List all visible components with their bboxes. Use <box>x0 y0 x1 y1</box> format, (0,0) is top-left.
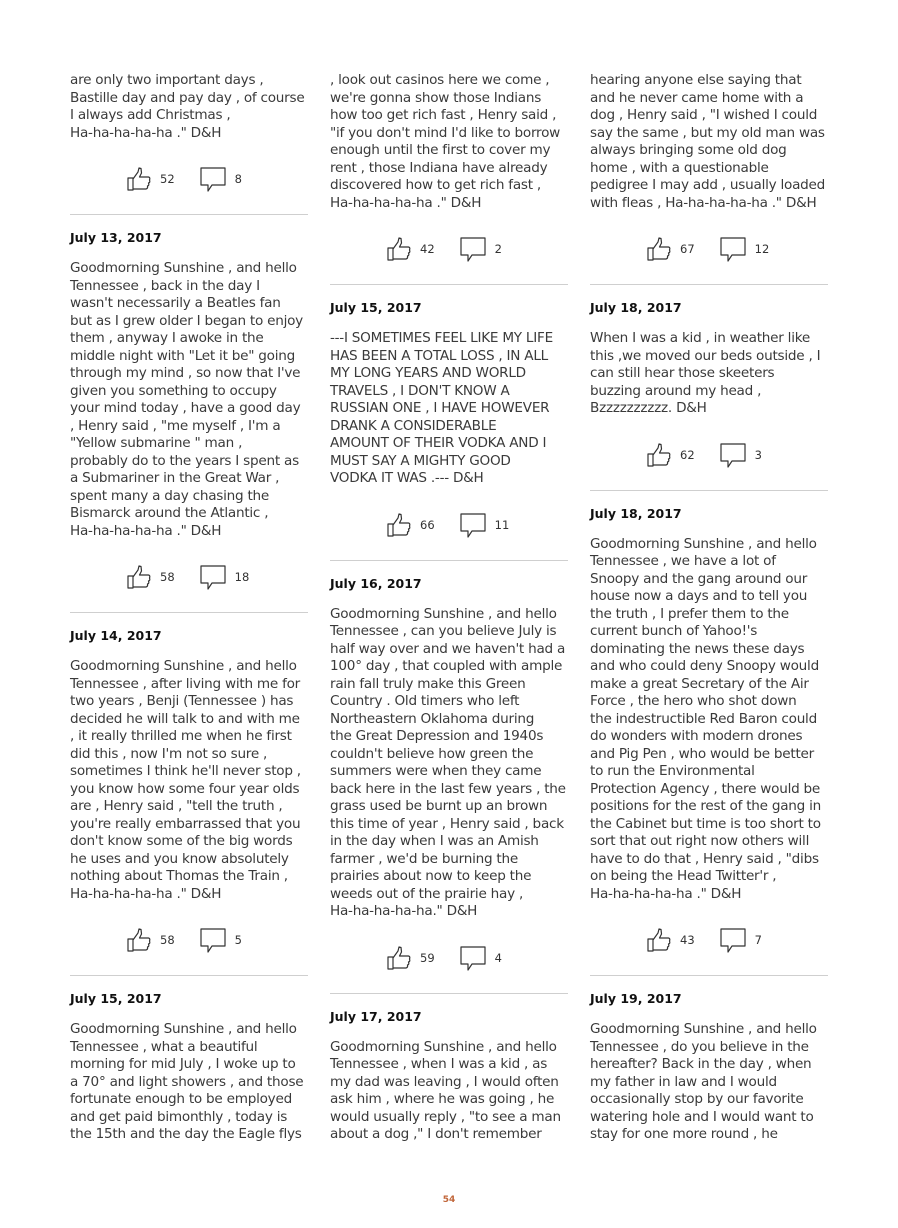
post-text: Goodmorning Sunshine , and hello Tennessee , what a beautiful morning for mid July , I woke up to a 70° and light showers , and those fortunate enough to be employed and get paid bimonthly , today is the 15th and the day the Eagle flys <box>70 1021 304 1142</box>
thumbs-up-icon <box>126 928 152 952</box>
like-count: 42 <box>420 242 435 256</box>
post-date: July 14, 2017 <box>70 628 162 643</box>
like-count: 52 <box>160 172 175 186</box>
like-button[interactable] <box>646 237 695 261</box>
divider <box>70 214 308 215</box>
post-text: Goodmorning Sunshine , and hello Tennessee , after living with me for two years , Benji (Tennessee ) has decided he will talk to and with me , it really thrilled me when he first did this , now I'm not so sure , sometimes I think he'll never stop , you know how some four year olds are , Henry said , "tell the truth , you're really embarrassed that you don't know some of the big words he uses and you know absolutely nothing about Thomas the Train , Ha-ha-ha-ha-ha ." D&H <box>70 658 301 902</box>
thumbs-up-icon <box>646 928 672 952</box>
thumbs-up-icon <box>126 565 152 589</box>
comment-icon <box>199 166 227 192</box>
post <box>590 506 828 977</box>
post-date: July 19, 2017 <box>590 991 682 1006</box>
post-text: are only two important days , Bastille day and pay day , of course I always add Christmas , Ha-ha-ha-ha-ha ." D&H <box>70 72 305 141</box>
post <box>590 991 828 1144</box>
divider <box>70 612 308 613</box>
comment-button[interactable] <box>459 512 510 538</box>
post-date: July 15, 2017 <box>330 300 422 315</box>
post-date: July 16, 2017 <box>330 575 422 591</box>
post-date: July 18, 2017 <box>590 505 682 521</box>
comment-button[interactable] <box>199 564 250 590</box>
comment-button[interactable] <box>719 927 762 953</box>
comment-button[interactable] <box>719 236 770 262</box>
divider <box>330 993 568 994</box>
column-1 <box>70 72 308 1144</box>
page-number: 54 <box>442 1195 456 1205</box>
post-text: , look out casinos here we come , we're gonna show those Indians how too get rich fast , Henry said , "if you don't mind I'd like to borrow enough until the first to cover my rent , those Indiana have already discovered how to get rich fast , Ha-ha-ha-ha-ha ." D&H <box>330 72 561 211</box>
like-button[interactable] <box>126 565 175 589</box>
like-button[interactable] <box>126 928 175 952</box>
post-stats <box>646 441 828 469</box>
divider <box>330 560 568 561</box>
thumbs-up-icon <box>386 946 412 970</box>
thumbs-up-icon <box>386 513 412 537</box>
comment-icon <box>719 236 747 262</box>
like-count: 67 <box>680 242 695 256</box>
like-button[interactable] <box>126 167 175 191</box>
divider <box>330 284 568 285</box>
like-count: 58 <box>160 570 175 584</box>
comment-button[interactable] <box>459 236 502 262</box>
like-button[interactable] <box>386 513 435 537</box>
post-date: July 18, 2017 <box>590 300 682 315</box>
post <box>70 72 308 215</box>
comment-icon <box>719 927 747 953</box>
post-stats <box>646 235 828 263</box>
comment-count: 3 <box>754 447 762 462</box>
post-date: July 15, 2017 <box>70 991 162 1006</box>
post-stats <box>386 944 568 972</box>
comment-icon <box>199 564 227 590</box>
post-text: hearing anyone else saying that and he never came home with a dog , Henry said , "I wished I could say the same , but my old man was always bringing some old dog home , with a questionable pedigree I may add , usually loaded with fleas , Ha-ha-ha-ha-ha ." D&H <box>590 72 826 211</box>
like-count: 66 <box>420 517 435 532</box>
post-text: ---I SOMETIMES FEEL LIKE MY LIFE HAS BEEN A TOTAL LOSS , IN ALL MY LONG YEARS AND WORLD TRAVELS , I DON'T KNOW A RUSSIAN ONE , I HAVE HOWEVER DRANK A CONSIDERABLE AMOUNT OF THEIR VODKA AND I MUST SAY A MIGHTY GOOD VODKA IT WAS .--- D&H <box>330 330 553 486</box>
post <box>330 72 568 285</box>
comment-count: 5 <box>234 933 242 947</box>
column-2 <box>330 72 568 1144</box>
divider <box>70 975 308 976</box>
comment-count: 7 <box>754 933 762 947</box>
post <box>590 300 828 491</box>
post-text: Goodmorning Sunshine , and hello Tennessee , do you believe in the hereafter? Back in the day , when my father in law and I would occasionally stop by our favorite watering hole and I would want to stay for one more round , he <box>590 1021 817 1142</box>
comment-icon <box>459 945 487 971</box>
comment-icon <box>199 927 227 953</box>
divider <box>590 490 828 491</box>
post-text: Goodmorning Sunshine , and hello Tennessee , can you believe July is half way over and we haven't had a 100° day , that coupled with ample rain fall truly make this Green Country . Old timers who left Northeastern Oklahoma during the Great Depression and 1940s couldn't believe how green the summers were when they came back here in the last few years , the grass used be burnt up an brown this time of year , Henry said , back in the day when I was an Amish farmer , we'd be burning the prairies about now to keep the weeds out of the prairie hay , Ha-ha-ha-ha-ha." D&H <box>330 605 566 919</box>
comment-count: 4 <box>494 950 502 965</box>
post-date: July 17, 2017 <box>330 1008 422 1024</box>
comment-button[interactable] <box>199 927 242 953</box>
like-button[interactable] <box>386 946 435 970</box>
like-count: 43 <box>680 933 695 947</box>
post-stats <box>126 165 308 193</box>
thumbs-up-icon <box>126 167 152 191</box>
post <box>330 576 568 994</box>
post <box>70 230 308 613</box>
divider <box>590 284 828 285</box>
post <box>330 1009 568 1144</box>
thumbs-up-icon <box>646 237 672 261</box>
thumbs-up-icon <box>386 237 412 261</box>
like-count: 58 <box>160 933 175 947</box>
comment-button[interactable] <box>199 166 242 192</box>
thumbs-up-icon <box>646 443 672 467</box>
post-text: Goodmorning Sunshine , and hello Tennessee , when I was a kid , as my dad was leaving , I would often ask him , where he was going , he would usually reply , "to see a man about a dog ," I don't remember <box>330 1038 561 1142</box>
post-text: Goodmorning Sunshine , and hello Tennessee , we have a lot of Snoopy and the gang around our house now a days and to tell you the truth , I prefer them to the current bunch of Yahoo!'s dominating the news these days and who could deny Snoopy would make a great Secretary of the Air Force , the hero who shot down the indestructible Red Baron could do wonders with modern drones and Pig Pen , who would be better to run the Environmental Protection Agency , there would be positions for the rest of the gang in the Cabinet but time is too short to sort that out right now others will have to do that , Henry said , "dibs on being the Head Twitter'r , Ha-ha-ha-ha-ha ." D&H <box>590 535 821 902</box>
post-text: Goodmorning Sunshine , and hello Tennessee , back in the day I wasn't necessarily a Beatles fan but as I grew older I began to enjoy them , anyway I awoke in the middle night with "Let it be" going through my mind , so now that I've given you something to occupy your mind today , have a good day , Henry said , "me myself , I'm a "Yellow submarine " man , probably do to the years I spent as a Submariner in the Great War , spent many a day chasing the Bismarck around the Atlantic , Ha-ha-ha-ha-ha ." D&H <box>70 260 303 539</box>
post <box>590 72 828 285</box>
post <box>70 628 308 976</box>
comment-count: 11 <box>494 517 510 532</box>
post <box>330 300 568 561</box>
comment-button[interactable] <box>719 442 762 468</box>
post-stats <box>646 926 828 954</box>
like-count: 62 <box>680 447 695 462</box>
comment-icon <box>459 512 487 538</box>
post-text: When I was a kid , in weather like this ,we moved our beds outside , I can still hear those skeeters buzzing around my head , Bzzzzzzzzzz. D&H <box>590 330 821 416</box>
post-stats <box>386 511 568 539</box>
comment-button[interactable] <box>459 945 502 971</box>
post-date: July 13, 2017 <box>70 230 162 245</box>
like-count: 59 <box>420 950 435 965</box>
post <box>70 991 308 1144</box>
comment-count: 8 <box>234 172 242 186</box>
post-stats <box>386 235 568 263</box>
comment-icon <box>719 442 747 468</box>
like-button[interactable] <box>646 443 695 467</box>
column-3 <box>590 72 828 1144</box>
like-button[interactable] <box>646 928 695 952</box>
divider <box>590 975 828 976</box>
post-stats <box>126 926 308 954</box>
comment-count: 12 <box>754 242 770 256</box>
comment-count: 2 <box>494 242 502 256</box>
like-button[interactable] <box>386 237 435 261</box>
comment-count: 18 <box>234 570 250 584</box>
post-stats <box>126 563 308 591</box>
comment-icon <box>459 236 487 262</box>
